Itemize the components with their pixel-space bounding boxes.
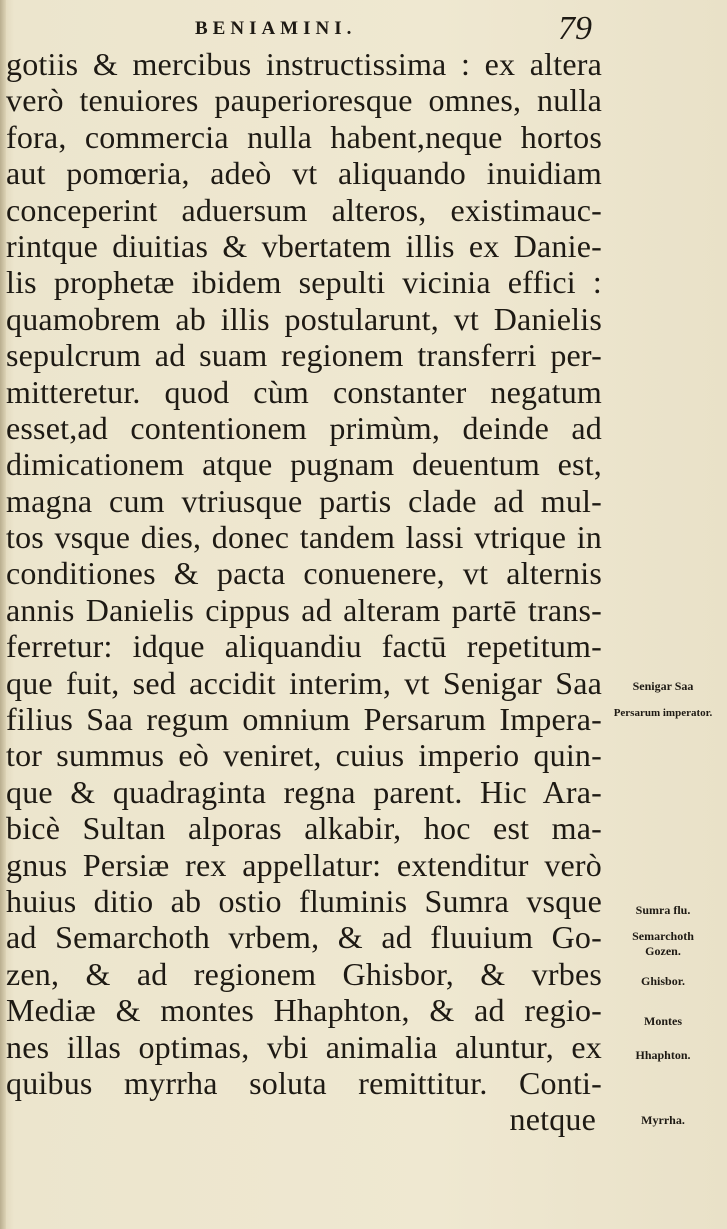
running-head: BENIAMINI. — [195, 18, 357, 39]
text-line: verò tenuiores pauperioresque omnes, nulla — [6, 82, 602, 119]
text-line: sepulcrum ad suam regionem transferri per- — [6, 337, 602, 374]
text-line: quamobrem ab illis postularunt, vt Danielis — [6, 300, 602, 337]
text-line: filius Saa regum omnium Persarum Impera- — [6, 701, 602, 738]
text-line: bicè Sultan alporas alkabir, hoc est ma- — [6, 810, 602, 847]
marginal-note: Semarchoth — [632, 929, 694, 943]
body-text — [6, 46, 602, 1138]
page-header — [0, 6, 727, 46]
text-line: gotiis & mercibus instructissima : ex altera — [6, 46, 602, 82]
marginal-note: Persarum imperator. — [613, 707, 713, 719]
text-line: gnus Persiæ rex appellatur: extenditur verò — [6, 846, 602, 883]
text-line: magna cum vtriusque partis clade ad mul- — [6, 482, 602, 519]
text-line: ad Semarchoth vrbem, & ad fluuium Go- — [6, 919, 602, 956]
text-line: nes illas optimas, vbi animalia aluntur, ex — [6, 1028, 602, 1065]
text-line: lis prophetæ ibidem sepulti vicinia effici : — [6, 264, 602, 301]
text-line: dimicationem atque pugnam deuentum est, — [6, 446, 602, 483]
text-line: aut pomœria, adeò vt aliquando inuidiam — [6, 155, 602, 192]
catchword: netque — [509, 1101, 596, 1138]
text-line: tor summus eò veniret, cuius imperio quin- — [6, 737, 602, 774]
text-line: esset,ad contentionem primùm, deinde ad — [6, 409, 602, 446]
marginal-note: Myrrha. — [641, 1113, 685, 1127]
marginal-note: Gozen. — [645, 944, 681, 958]
marginal-note: Hhaphton. — [635, 1048, 691, 1062]
text-line: quibus myrrha soluta remittitur. Conti- — [6, 1064, 602, 1101]
text-line: rintque diuitias & vbertatem illis ex Danie- — [6, 227, 602, 264]
marginal-note: Senigar Saa — [632, 679, 694, 693]
text-line: que fuit, sed accidit interim, vt Senigar Saa — [6, 664, 602, 701]
text-line: que & quadraginta regna parent. Hic Ara- — [6, 773, 602, 810]
marginal-note: Ghisbor. — [641, 974, 685, 988]
marginal-note: Montes — [644, 1014, 682, 1028]
text-line: huius ditio ab ostio fluminis Sumra vsque — [6, 882, 602, 919]
marginal-note: Sumra flu. — [635, 903, 691, 917]
text-line: annis Danielis cippus ad alteram partē trans- — [6, 591, 602, 628]
text-line: tos vsque dies, donec tandem lassi vtrique in — [6, 519, 602, 556]
text-line: zen, & ad regionem Ghisbor, & vrbes — [6, 955, 602, 992]
text-line: mitteretur. quod cùm constanter negatum — [6, 373, 602, 410]
text-line: ferretur: idque aliquandiu factū repetitum- — [6, 628, 602, 665]
text-line: Mediæ & montes Hhaphton, & ad regio- — [6, 992, 602, 1029]
page-number: 79 — [558, 10, 592, 47]
text-line: fora, commercia nulla habent,neque hortos — [6, 118, 602, 155]
text-line: conditiones & pacta conuenere, vt alternis — [6, 555, 602, 592]
text-line: conceperint aduersum alteros, existimauc- — [6, 191, 602, 228]
